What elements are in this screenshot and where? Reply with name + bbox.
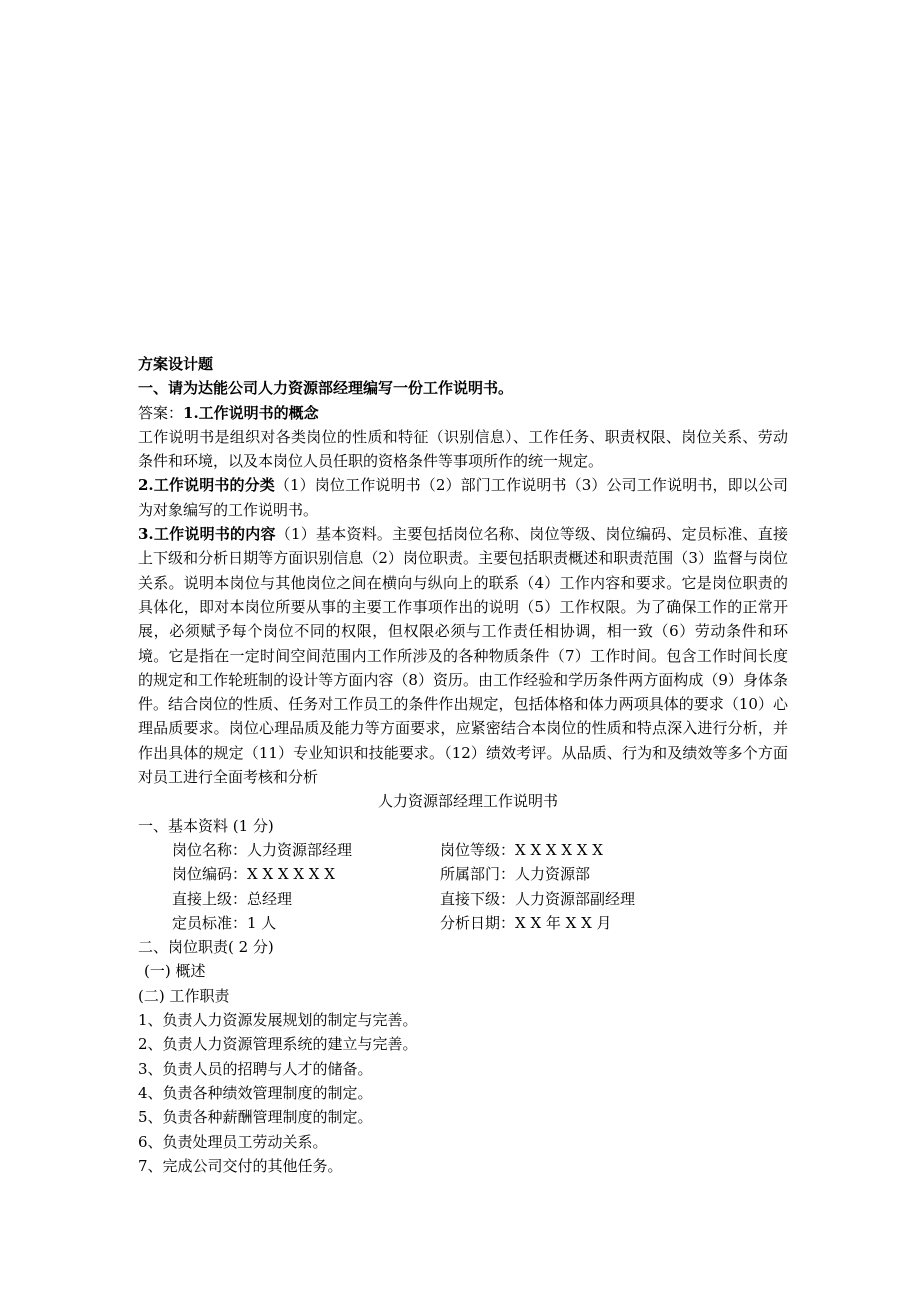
basic-info-right: 所属部门：人力资源部	[440, 865, 591, 884]
basic-info-left: 岗位名称：人力资源部经理	[172, 840, 353, 859]
duty-item: 6、负责处理员工劳动关系。	[138, 1132, 328, 1151]
subsection-responsibilities: (二) 工作职责	[138, 986, 230, 1005]
basic-info-left: 直接上级：总经理	[172, 889, 293, 908]
doc-title: 人力资源部经理工作说明书	[377, 792, 558, 811]
duty-item: 2、负责人力资源管理系统的建立与完善。	[138, 1035, 418, 1054]
basic-info-left: 定员标准：1 人	[172, 913, 277, 932]
answer-label: 答案：	[138, 403, 184, 422]
question: 一、请为达能公司人力资源部经理编写一份工作说明书。	[138, 379, 514, 398]
basic-info-row	[138, 838, 788, 862]
subsection-overview: (一) 概述	[144, 962, 206, 981]
heading-classification: 2.工作说明书的分类	[138, 476, 275, 495]
basic-info-row	[138, 887, 788, 911]
section-basic-info: 一、基本资料 (1 分)	[138, 816, 274, 835]
document-page	[138, 352, 788, 1178]
section-duties: 二、岗位职责( 2 分)	[138, 938, 274, 957]
paragraph-classification	[138, 473, 788, 522]
basic-info-row	[138, 911, 788, 935]
duty-item: 5、负责各种薪酬管理制度的制定。	[138, 1108, 373, 1127]
heading-content: 3.工作说明书的内容	[138, 525, 276, 544]
content-text: （1）基本资料。主要包括岗位名称、岗位等级、岗位编码、定员标准、直接上下级和分析日期等方面识别信息（2）岗位职责。主要包括职责概述和职责范围（3）监督与岗位关系。说明本岗位与其他岗位之间在横向与纵向上的联系（4）工作内容和要求。它是岗位职责的具体化，即对本岗位所要从事的主要工作事项作出的说明（5）工作权限。为了确保工作的正常开展，必须赋予每个岗位不同的权限，但权限必须与工作责任相协调，相一致（6）劳动条件和环境。它是指在一定时间空间范围内工作所涉及的各种物质条件（7）工作时间。包含工作时间长度的规定和工作轮班制的设计等方面内容（8）资历。由工作经验和学历条件两方面构成（9）身体条件。结合岗位的性质、任务对工作员工的条件作出规定，包括体格和体力两项具体的要求（10）心理品质要求。岗位心理品质及能力等方面要求，应紧密结合本岗位的性质和特点深入进行分析，并作出具体的规定（11）专业知识和技能要求。（12）绩效考评。从品质、行为和及绩效等多个方面对员工进行全面考核和分析	[138, 525, 788, 787]
section-title: 方案设计题	[138, 355, 214, 373]
answer-heading	[138, 401, 788, 425]
duty-item: 3、负责人员的招聘与人才的储备。	[138, 1059, 373, 1078]
classification-text: （1）岗位工作说明书（2）部门工作说明书（3）公司工作说明书，即以公司为对象编写的工作说明书。	[138, 476, 788, 519]
basic-info-row	[138, 862, 788, 886]
basic-info-right: 岗位等级：X X X X X X	[440, 840, 603, 859]
duty-item: 1、负责人力资源发展规划的制定与完善。	[138, 1011, 418, 1030]
basic-info-left: 岗位编码：X X X X X X	[172, 865, 335, 884]
basic-info-right: 直接下级：人力资源部副经理	[440, 889, 636, 908]
paragraph-concept: 工作说明书是组织对各类岗位的性质和特征（识别信息）、工作任务、职责权限、岗位关系、劳动条件和环境，以及本岗位人员任职的资格条件等事项所作的统一规定。	[138, 427, 788, 471]
paragraph-content	[138, 522, 788, 789]
basic-info-right: 分析日期：X X 年 X X 月	[440, 913, 612, 932]
duty-item: 4、负责各种绩效管理制度的制定。	[138, 1083, 373, 1102]
heading-concept: 1.工作说明书的概念	[183, 403, 319, 422]
duty-item: 7、完成公司交付的其他任务。	[138, 1156, 343, 1175]
